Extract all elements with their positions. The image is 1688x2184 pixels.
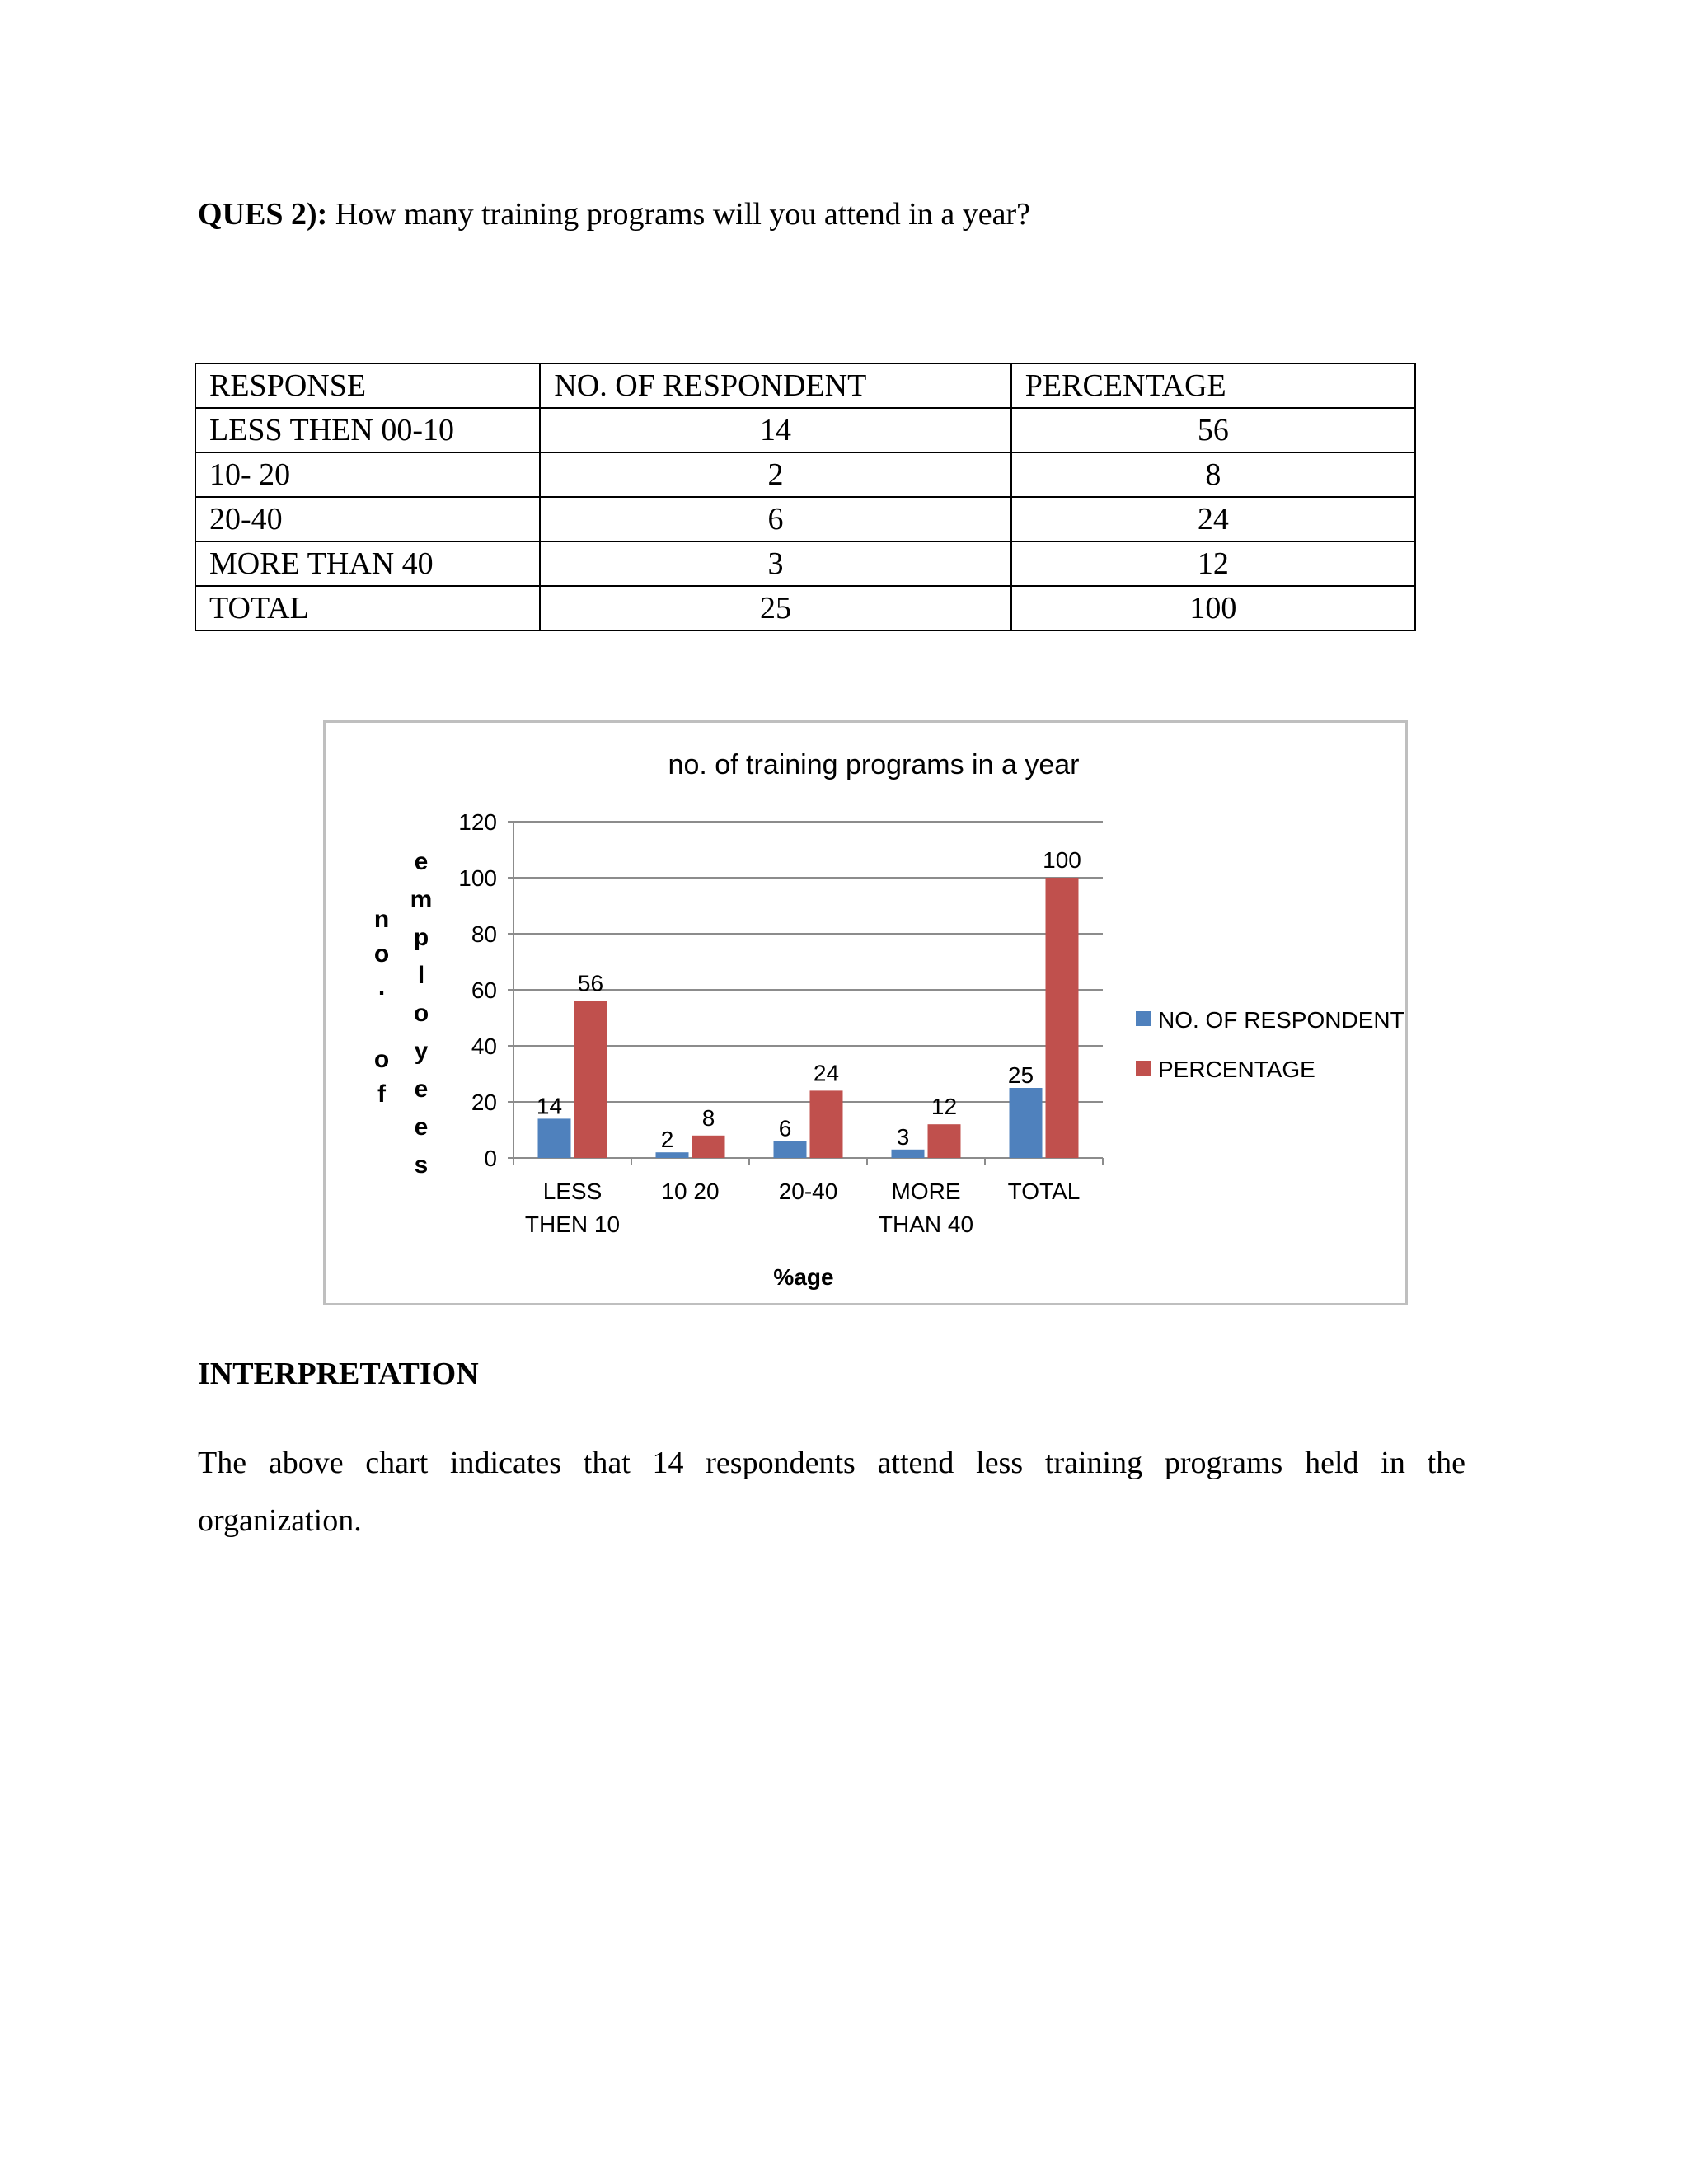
table-cell: 14 (540, 408, 1010, 452)
y-axis-label-left-char: o (373, 940, 390, 968)
table-header-cell: NO. OF RESPONDENT (540, 363, 1010, 408)
legend-label: PERCENTAGE (1158, 1057, 1315, 1082)
y-tick-label: 40 (471, 1033, 497, 1059)
bar-respondent (1010, 1088, 1043, 1158)
data-label: 100 (1043, 847, 1081, 873)
data-label: 12 (931, 1094, 958, 1120)
x-axis-label: %age (773, 1264, 834, 1290)
x-tick-label: TOTAL (1007, 1179, 1081, 1204)
table-cell: MORE THAN 40 (195, 541, 540, 586)
bar-percentage (574, 1001, 607, 1158)
table-header-cell: PERCENTAGE (1011, 363, 1415, 408)
x-tick-label: THEN 10 (524, 1212, 621, 1237)
y-axis-label-right-char: e (414, 848, 429, 875)
bar-chart (326, 723, 1410, 1308)
bar-respondent (538, 1118, 571, 1158)
y-tick-label: 60 (471, 977, 497, 1003)
x-tick-label: MORE (891, 1179, 961, 1204)
table-cell: 20-40 (195, 497, 540, 541)
table-row (195, 497, 1415, 541)
table-cell: 25 (540, 586, 1010, 630)
table-row (195, 452, 1415, 497)
y-tick-label: 0 (484, 1146, 497, 1171)
y-axis-label-right-char: l (417, 962, 425, 989)
table-header-cell: RESPONSE (195, 363, 540, 408)
x-tick-label: THAN 40 (878, 1212, 974, 1237)
table-cell: 24 (1011, 497, 1415, 541)
x-tick-label: 20-40 (778, 1179, 838, 1204)
y-tick-label: 80 (471, 921, 497, 947)
data-label: 56 (577, 970, 604, 996)
y-axis-label-right-char: y (414, 1038, 429, 1065)
data-label: 3 (896, 1123, 910, 1150)
y-axis-label-right-char: e (414, 1076, 429, 1103)
table-cell: 56 (1011, 408, 1415, 452)
y-axis-label-left-char: . (377, 973, 386, 1001)
table-row (195, 541, 1415, 586)
response-table (195, 363, 1416, 631)
interpretation-heading: INTERPRETATION (198, 1357, 479, 1391)
table-cell: 12 (1011, 541, 1415, 586)
data-label: 2 (660, 1127, 674, 1153)
table-cell: LESS THEN 00-10 (195, 408, 540, 452)
legend-label: NO. OF RESPONDENT (1158, 1007, 1404, 1033)
table-row (195, 408, 1415, 452)
question-text: How many training programs will you attend in a year? (335, 197, 1030, 232)
y-axis-label-right-char: s (414, 1151, 429, 1179)
table-cell: 10- 20 (195, 452, 540, 497)
table-header-row (195, 363, 1415, 408)
bar-percentage (810, 1090, 843, 1158)
question-label: QUES 2): (198, 197, 328, 232)
chart-title: no. of training programs in a year (668, 749, 1080, 780)
y-axis-label-right-char: o (413, 1000, 429, 1027)
y-axis-label-right-char: m (410, 886, 433, 913)
table-cell: 8 (1011, 452, 1415, 497)
x-tick-label: 10 20 (661, 1179, 720, 1204)
bar-percentage (1046, 878, 1079, 1158)
data-label: 6 (778, 1115, 792, 1141)
table-cell: 2 (540, 452, 1010, 497)
data-label: 24 (813, 1060, 840, 1086)
bar-respondent (656, 1152, 689, 1158)
bar-respondent (774, 1141, 807, 1158)
x-tick-label: LESS (542, 1179, 603, 1204)
legend-swatch (1136, 1061, 1151, 1076)
bar-respondent (892, 1150, 925, 1158)
bar-percentage (928, 1124, 961, 1158)
y-axis-label-left-char: n (373, 906, 390, 933)
y-axis-label-left-char: o (373, 1046, 390, 1073)
y-tick-label: 120 (458, 809, 497, 835)
data-label: 14 (536, 1093, 563, 1119)
y-axis-label-right-char: e (414, 1113, 429, 1141)
table-cell: 6 (540, 497, 1010, 541)
table-row (195, 586, 1415, 630)
y-axis-label-right-char: p (413, 924, 429, 951)
bar-percentage (692, 1136, 725, 1158)
table-cell: TOTAL (195, 586, 540, 630)
interpretation-text: The above chart indicates that 14 respondents attend less training programs held in the organization. (198, 1446, 1465, 1538)
y-tick-label: 100 (458, 865, 497, 891)
question (198, 196, 1030, 232)
data-label: 25 (1007, 1062, 1034, 1088)
chart-frame (323, 720, 1408, 1305)
table-cell: 100 (1011, 586, 1415, 630)
y-tick-label: 20 (471, 1090, 497, 1115)
data-label: 8 (701, 1104, 715, 1131)
legend-swatch (1136, 1011, 1151, 1026)
table-cell: 3 (540, 541, 1010, 586)
y-axis-label-left-char: f (377, 1080, 386, 1108)
